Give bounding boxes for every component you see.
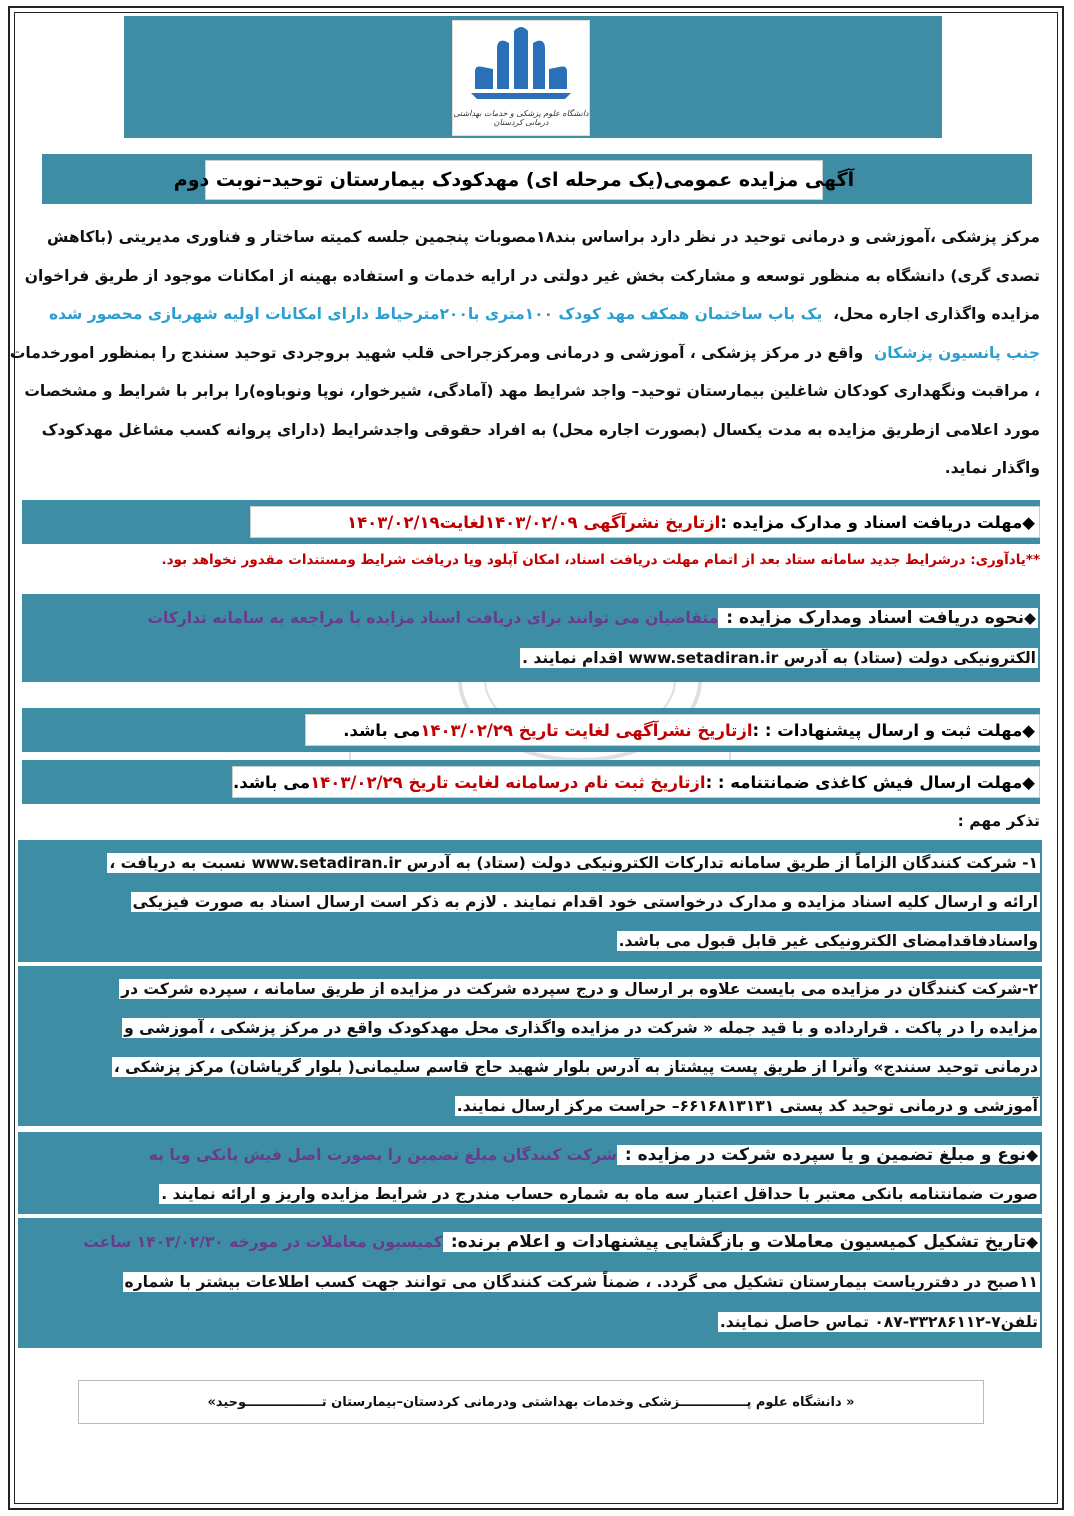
guarantee-label: نوع و مبلغ تضمین و یا سپرده شرکت در مزایده :	[618, 1145, 1027, 1165]
guarantee-section	[22, 1136, 1040, 1214]
note-2-line: درمانی توحید سنندج» وآنرا از طریق پست پیشتاز به آدرس بلوار شهید حاج قاسم سلیمانی( بلوار گریاشان) مرکز پزشکی ،	[113, 1058, 1038, 1076]
deadline-offers-suffix: می باشد.	[343, 720, 421, 740]
deadline-offers-label: مهلت ثبت و ارسال پیشنهادات : :	[752, 720, 1023, 740]
how-to-receive-text: متقاضیان می توانند برای دریافت اسناد مزایده با مراجعه به سامانه تدارکات	[147, 609, 719, 627]
university-logo	[452, 20, 590, 136]
notes-heading-row	[22, 808, 1040, 836]
deadline-offers-bar	[305, 714, 1040, 746]
footer-signature: « دانشگاه علوم پـــــــــــــــزشکی وخدمات بهداشتی ودرمانی کردستان–بیمارستان تـــــــــــــــــوحید»	[78, 1380, 984, 1424]
deadline-guarantee-bar	[232, 766, 1040, 798]
commission-label: تاریخ تشکیل کمیسیون معاملات و بازگشایی پیشنهادات و اعلام برنده:	[444, 1232, 1027, 1252]
deadline-docs-bar	[250, 506, 1040, 538]
notes-heading: تذکر مهم :	[957, 812, 1040, 830]
note-2	[22, 970, 1040, 1126]
commission-text: کمیسیون معاملات در مورخه ۱۴۰۳/۰۲/۳۰ ساعت	[83, 1233, 443, 1251]
bullet-icon: ◆	[1022, 772, 1035, 792]
deadline-docs-value: ازتاریخ نشرآگهی ۱۴۰۳/۰۲/۰۹لغایت۱۴۰۳/۰۲/۱۹	[347, 512, 721, 532]
logo-caption: دانشگاه علوم پزشکی و خدمات بهداشتی درمانی کردستان	[453, 109, 589, 127]
commission-section	[22, 1222, 1040, 1342]
intro-line: مرکز پزشکی ،آموزشی و درمانی توحید در نظر دارد براساس بند۱۸مصوبات پنجمین جلسه کمیته ساختار و فناوری مدیریتی (باکاهش	[46, 228, 1040, 246]
how-to-receive-line	[26, 598, 1038, 638]
intro-paragraph	[9, 218, 1040, 488]
note-2-line: آموزشی و درمانی توحید کد پستی ۶۶۱۶۸۱۳۱۳۱– حراست مرکز ارسال نمایند.	[456, 1097, 1038, 1115]
commission-text: تلفن۷-۳۳۲۸۶۱۱۲-۰۸۷ تماس حاصل نمایند.	[719, 1313, 1038, 1331]
note-1	[22, 844, 1040, 961]
note-1-line: ۱- شرکت کنندگان الزاماً از طریق سامانه تدارکات الکترونیکی دولت (ستاد) به آدرس www.setadiran.ir نسبت به دریافت ،	[109, 854, 1038, 872]
note-2-line: مزایده را در پاکت . قرارداده و با قید جمله « شرکت در مزایده واگذاری محل مهدکودک واقع در مرکز پزشکی ، آموزشی و	[124, 1019, 1038, 1037]
intro-line: مورد اعلامی ازطریق مزایده به مدت یکسال (بصورت اجاره محل) به افراد حقوقی واجدشرایط (دارای پروانه کسب مشاغل مهدکودک	[41, 420, 1040, 439]
deadline-docs-label: مهلت دریافت اسناد و مدارک مزایده :	[720, 512, 1023, 532]
guarantee-text: شرکت کنندگان مبلغ تضمین را بصورت اصل فیش بانکی ویا به	[148, 1146, 617, 1164]
how-to-receive-section	[26, 598, 1038, 678]
intro-highlight: یک باب ساختمان همکف مهد کودک ۱۰۰متری با۲۰۰مترحیاط دارای امکانات اولیه شهربازی محصور شده	[49, 305, 823, 323]
note-2-line: ۲-شرکت کنندگان در مزایده می بایست علاوه بر ارسال و درج سپرده شرکت در مزایده از طریق سامانه ، سپرده شرکت در	[121, 980, 1038, 998]
how-to-receive-text: الکترونیکی دولت (ستاد) به آدرس www.setadiran.ir اقدام نمایند .	[522, 649, 1036, 667]
deadline-guarantee-suffix: می باشد.	[233, 772, 311, 792]
deadline-guarantee-label: مهلت ارسال فیش کاغذی ضمانتنامه : :	[705, 772, 1023, 792]
bullet-icon: ◆	[1026, 1233, 1038, 1251]
guarantee-text: صورت ضمانتنامه بانکی معتبر با حداقل اعتبار سه ماه به شماره حساب مندرج در شرایط مزایده واریز و ارائه نمایند .	[161, 1185, 1038, 1203]
intro-line: تصدی گری) دانشگاه به منظور توسعه و مشارکت بخش غیر دولتی در ارایه خدمات و استفاده بهینه از امکانات موجود از طریق فراخوان	[24, 266, 1040, 285]
intro-line: جنب پانسیون پزشکان واقع در مرکز پزشکی ، آموزشی و درمانی ومرکزجراحی قلب شهید بروجردی توحید سنندج را بمنظور امورخدمات	[9, 343, 1040, 362]
how-to-receive-line	[26, 638, 1038, 678]
intro-highlight: جنب پانسیون پزشکان	[874, 343, 1040, 362]
note-1-line: واسنادفاقدامضای الکترونیکی غیر قابل قبول می باشد.	[618, 932, 1038, 950]
bullet-icon: ◆	[1022, 720, 1035, 740]
deadline-guarantee-value: ازتاریخ ثبت نام درسامانه لغایت تاریخ ۱۴۰۳/۰۲/۲۹	[310, 772, 706, 792]
note-1-line: ارائه و ارسال کلیه اسناد مزایده و مدارک درخواستی خود اقدام نمایند . لازم به ذکر است ارسال اسناد به صورت فیزیکی	[132, 893, 1038, 911]
intro-line: واگذار نماید.	[944, 459, 1040, 477]
bullet-icon: ◆	[1026, 1146, 1038, 1164]
logo-emblem-icon	[453, 21, 589, 105]
title-box	[173, 160, 855, 200]
page-title: آگهی مزایده عمومی(یک مرحله ای) مهدکودک بیمارستان توحید–نوبت دوم	[173, 169, 855, 191]
commission-text: ۱۱صبح در دفترریاست بیمارستان تشکیل می گردد. ، ضمناً شرکت کنندگان می توانند جهت کسب اطلاعات بیشتر با شماره	[124, 1273, 1038, 1291]
bullet-icon: ◆	[1024, 609, 1036, 627]
how-to-receive-label: نحوه دریافت اسناد ومدارک مزایده :	[720, 608, 1025, 628]
deadline-offers-value: ازتاریخ نشرآگهی لغایت تاریخ ۱۴۰۳/۰۲/۲۹	[420, 720, 753, 740]
reminder-note: **یادآوری: درشرایط جدید سامانه ستاد بعد از اتمام مهلت دریافت اسناد، امکان آپلود ویا دریافت شرایط ومستندات مقدور نخواهد بود.	[161, 552, 1040, 568]
intro-line: مزایده واگذاری اجاره محل، یک باب ساختمان همکف مهد کودک ۱۰۰متری با۲۰۰مترحیاط دارای امکانات اولیه شهربازی محصور شده	[49, 305, 1040, 323]
intro-line: ، مراقبت ونگهداری کودکان شاغلین بیمارستان توحید– واجد شرایط مهد (آمادگی، شیرخوار، نوپا ونوباوه)را برابر با شرایط و مشخصات	[24, 382, 1040, 400]
deadline-docs-bullet-icon: ◆	[1022, 512, 1035, 532]
